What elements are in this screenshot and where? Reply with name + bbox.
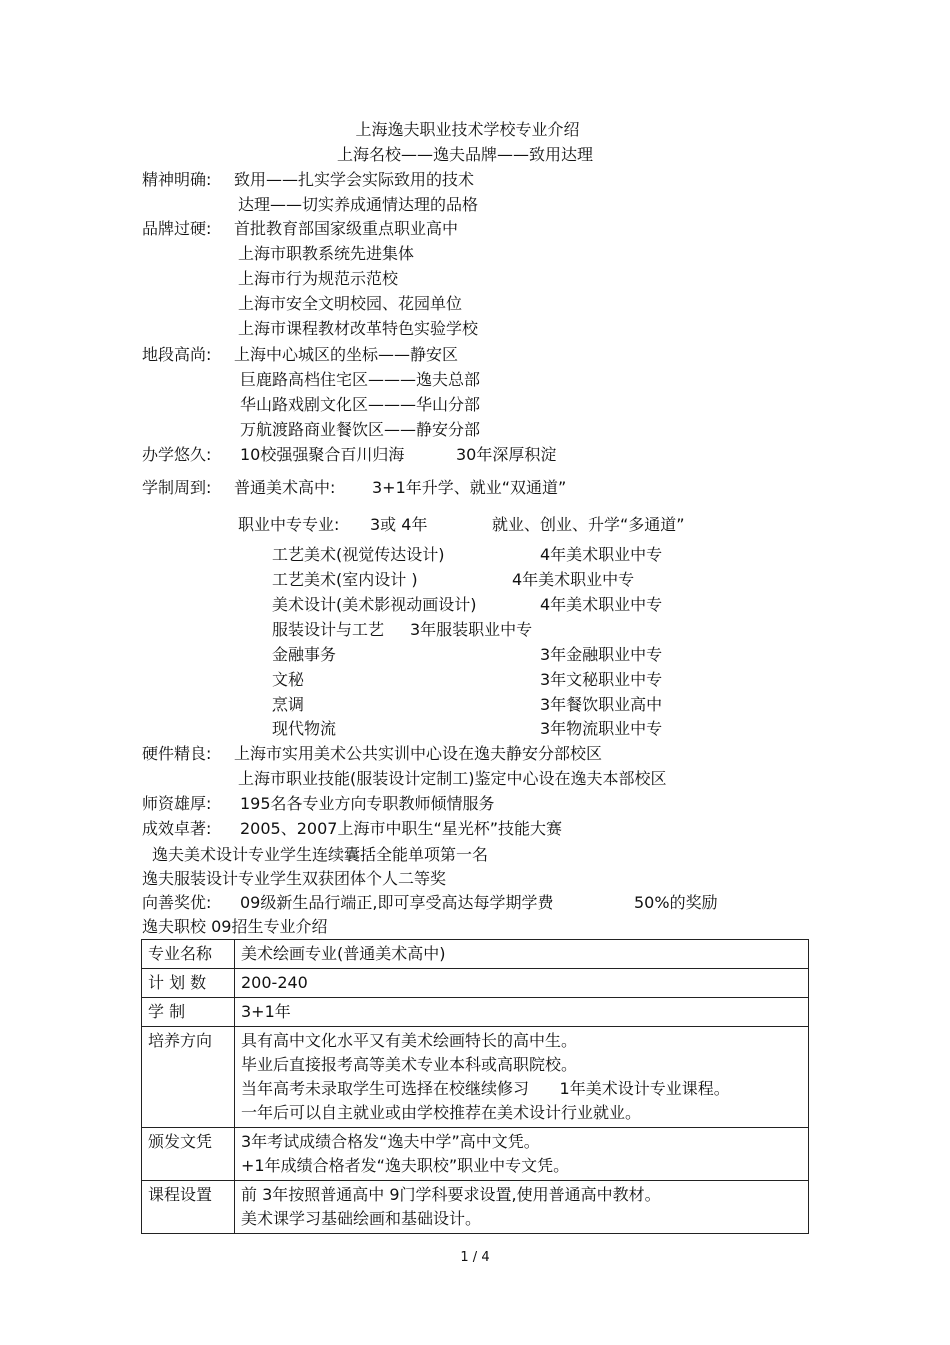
row-value-line: 3+1年 bbox=[241, 1002, 291, 1021]
row-value-line: 美术课学习基础绘画和基础设计。 bbox=[241, 1209, 482, 1228]
history-label: 办学悠久: bbox=[142, 445, 212, 464]
row-header-justified bbox=[148, 1000, 228, 1024]
row-value-line: 一年后可以自主就业或由学校推荐在美术设计行业就业。 bbox=[241, 1103, 642, 1122]
reward-text: 09级新生品行端正,即可享受高达每学期学费 bbox=[240, 893, 554, 912]
spirit-label: 精神明确: bbox=[142, 170, 212, 189]
row-value-line: 当年高考未录取学生可选择在校继续修习 1年美术设计专业课程。 bbox=[241, 1079, 730, 1098]
row-value bbox=[235, 1128, 809, 1181]
location-label: 地段高尚: bbox=[142, 345, 212, 364]
major-cert: 3年服装职业中专 bbox=[410, 620, 533, 639]
row-header bbox=[142, 998, 235, 1027]
intro-heading: 逸夫职校 09招生专业介绍 bbox=[142, 917, 328, 936]
row-value-line: 具有高中文化水平又有美术绘画特长的高中生。 bbox=[241, 1031, 578, 1050]
table-row bbox=[142, 1128, 809, 1181]
location-line: 华山路戏剧文化区———华山分部 bbox=[240, 395, 481, 414]
row-value-line: +1年成绩合格者发“逸夫职校”职业中专文凭。 bbox=[241, 1156, 570, 1175]
major-name: 工艺美术(视觉传达设计) bbox=[272, 545, 445, 564]
spirit-line: 达理——切实养成通情达理的品格 bbox=[238, 195, 479, 214]
row-value bbox=[235, 998, 809, 1027]
major-name: 烹调 bbox=[272, 695, 305, 714]
page-number: 1 / 4 bbox=[460, 1250, 490, 1265]
row-header: 专业名称 bbox=[142, 940, 235, 969]
voc-label: 职业中专专业: bbox=[238, 515, 340, 534]
art-high-desc: 3+1年升学、就业“双通道” bbox=[372, 478, 567, 497]
major-cert: 4年美术职业中专 bbox=[540, 545, 663, 564]
table-row bbox=[142, 940, 809, 969]
brand-label: 品牌过硬: bbox=[142, 219, 212, 238]
results-label: 成效卓著: bbox=[142, 819, 212, 838]
brand-line: 上海市职教系统先进集体 bbox=[238, 244, 415, 263]
table-row bbox=[142, 969, 809, 998]
voc-desc: 就业、创业、升学“多通道” bbox=[492, 515, 685, 534]
row-value-line: 美术绘画专业(普通美术高中) bbox=[241, 944, 446, 963]
hardware-line: 上海市职业技能(服装设计定制工)鉴定中心设在逸夫本部校区 bbox=[238, 769, 667, 788]
row-value bbox=[235, 940, 809, 969]
major-cert: 3年物流职业中专 bbox=[540, 719, 663, 738]
major-cert: 4年美术职业中专 bbox=[512, 570, 635, 589]
major-cert: 3年餐饮职业高中 bbox=[540, 695, 663, 714]
teachers-text: 195名各专业方向专职教师倾情服务 bbox=[240, 794, 495, 813]
location-line: 巨鹿路高档住宅区———逸夫总部 bbox=[240, 370, 481, 389]
row-header: 培养方向 bbox=[142, 1027, 235, 1128]
major-cert: 4年美术职业中专 bbox=[540, 595, 663, 614]
hardware-line: 上海市实用美术公共实训中心设在逸夫静安分部校区 bbox=[234, 744, 603, 763]
location-line: 万航渡路商业餐饮区——静安分部 bbox=[240, 420, 481, 439]
table-row bbox=[142, 1181, 809, 1234]
system-label: 学制周到: bbox=[142, 478, 212, 497]
brand-line: 上海市行为规范示范校 bbox=[238, 269, 399, 288]
hardware-label: 硬件精良: bbox=[142, 744, 212, 763]
major-name: 现代物流 bbox=[272, 719, 337, 738]
teachers-label: 师资雄厚: bbox=[142, 794, 212, 813]
brand-line: 首批教育部国家级重点职业高中 bbox=[234, 219, 459, 238]
major-cert: 3年金融职业中专 bbox=[540, 645, 663, 664]
spirit-line: 致用——扎实学会实际致用的技术 bbox=[234, 170, 475, 189]
row-value-line: 3年考试成绩合格发“逸夫中学”高中文凭。 bbox=[241, 1132, 540, 1151]
major-name: 工艺美术(室内设计 ) bbox=[272, 570, 418, 589]
major-name: 文秘 bbox=[272, 670, 305, 689]
major-spec-table bbox=[141, 939, 809, 1234]
page-title: 上海逸夫职业技术学校专业介绍 bbox=[355, 120, 580, 139]
row-value bbox=[235, 969, 809, 998]
row-value-line: 前 3年按照普通高中 9门学科要求设置,使用普通高中教材。 bbox=[241, 1185, 661, 1204]
results-line: 逸夫美术设计专业学生连续囊括全能单项第一名 bbox=[152, 845, 489, 864]
row-header: 课程设置 bbox=[142, 1181, 235, 1234]
results-line: 逸夫服装设计专业学生双获团体个人二等奖 bbox=[142, 869, 447, 888]
row-header: 颁发文凭 bbox=[142, 1128, 235, 1181]
major-name: 服装设计与工艺 bbox=[272, 620, 385, 639]
history-text-b: 30年深厚积淀 bbox=[456, 445, 557, 464]
table-row bbox=[142, 1027, 809, 1128]
row-value-line: 200-240 bbox=[241, 973, 308, 992]
brand-line: 上海市安全文明校园、花园单位 bbox=[238, 294, 463, 313]
voc-years: 3或 4年 bbox=[370, 515, 428, 534]
row-value bbox=[235, 1181, 809, 1234]
art-high-label: 普通美术高中: bbox=[234, 478, 336, 497]
row-value-line: 毕业后直接报考高等美术专业本科或高职院校。 bbox=[241, 1055, 578, 1074]
row-header: 计 划 数 bbox=[142, 969, 235, 998]
reward-pct: 50%的奖励 bbox=[634, 893, 718, 912]
table-row bbox=[142, 998, 809, 1027]
reward-label: 向善奖优: bbox=[142, 893, 212, 912]
row-header-text: 学 制 bbox=[148, 1002, 186, 1021]
major-name: 金融事务 bbox=[272, 645, 337, 664]
brand-line: 上海市课程教材改革特色实验学校 bbox=[238, 319, 479, 338]
major-cert: 3年文秘职业中专 bbox=[540, 670, 663, 689]
major-name: 美术设计(美术影视动画设计) bbox=[272, 595, 477, 614]
results-text: 2005、2007上海市中职生“星光杯”技能大赛 bbox=[240, 819, 563, 838]
history-text-a: 10校强强聚合百川归海 bbox=[240, 445, 405, 464]
row-value bbox=[235, 1027, 809, 1128]
location-line: 上海中心城区的坐标——静安区 bbox=[234, 345, 459, 364]
page-subtitle: 上海名校——逸夫品牌——致用达理 bbox=[336, 145, 593, 164]
